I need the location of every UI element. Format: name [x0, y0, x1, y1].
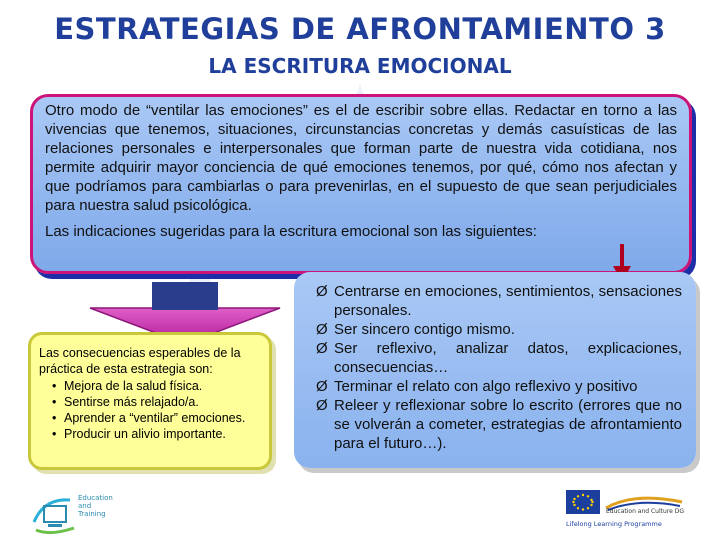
bullet: Ø: [316, 283, 328, 300]
bullet: Ø: [316, 340, 328, 357]
bullet: •: [52, 411, 57, 425]
llp-caption: Education and Culture DG: [606, 508, 684, 515]
list-item: Ø Ser sincero contigo mismo.: [316, 321, 515, 338]
intro-box: [30, 94, 692, 274]
bullet: •: [52, 395, 57, 409]
indications-list: [316, 282, 682, 453]
bullet: Ø: [316, 378, 328, 395]
list-item: • Producir un alivio importante.: [52, 427, 226, 441]
bullet: Ø: [316, 397, 328, 414]
bullet: •: [52, 427, 57, 441]
indications-intro: Las indicaciones sugeridas para la escritura emocional son las siguientes:: [45, 223, 537, 240]
list-item: • Mejora de la salud física.: [52, 379, 203, 393]
intro-paragraph: Otro modo de “ventilar las emociones” es el de escribir sobre ellas. Redactar en torno a las vivencias que tenemos, situaciones, circunstancias concretas y demás casuísticas de las relaciones personales e interpersonales que forman parte de nuestra vida cotidiana, nos permite adquirir mayor conciencia de qué emociones tenemos, por qué, cómo nos afectan y que podríamos para cambiarlas o para prevenirlas, en el supuesto de que sean perjudiciales para nuestra salud psicológica.: [45, 102, 677, 214]
bullet: Ø: [316, 321, 328, 338]
list-item: • Aprender a “ventilar” emociones.: [52, 411, 246, 425]
list-item: Ø Terminar el relato con algo reflexivo y positivo: [316, 378, 638, 395]
consequences-box: [28, 332, 272, 470]
indications-box: [294, 272, 696, 468]
consequences-list: [39, 378, 261, 442]
llp-name: Lifelong Learning Programme: [566, 520, 662, 528]
eu-flag-icon: [566, 490, 600, 514]
list-item: • Sentirse más relajado/a.: [52, 395, 199, 409]
list-item: Ø Releer y reflexionar sobre lo escrito (errores que no se volverán a cometer, estrategias de afrontamiento para el futuro…).: [316, 397, 682, 452]
slide-subtitle: LA ESCRITURA EMOCIONAL: [208, 54, 512, 78]
slide-title: ESTRATEGIAS DE AFRONTAMIENTO 3: [54, 12, 666, 46]
consequences-title: Las consecuencias esperables de la práctica de esta estrategia son:: [39, 346, 241, 376]
list-item: Ø Ser reflexivo, analizar datos, explicaciones, consecuencias…: [316, 340, 682, 376]
list-item: Ø Centrarse en emociones, sentimientos, sensaciones personales.: [316, 283, 682, 319]
education-training-logo-text: Education and Training: [78, 494, 113, 518]
bullet: •: [52, 379, 57, 393]
